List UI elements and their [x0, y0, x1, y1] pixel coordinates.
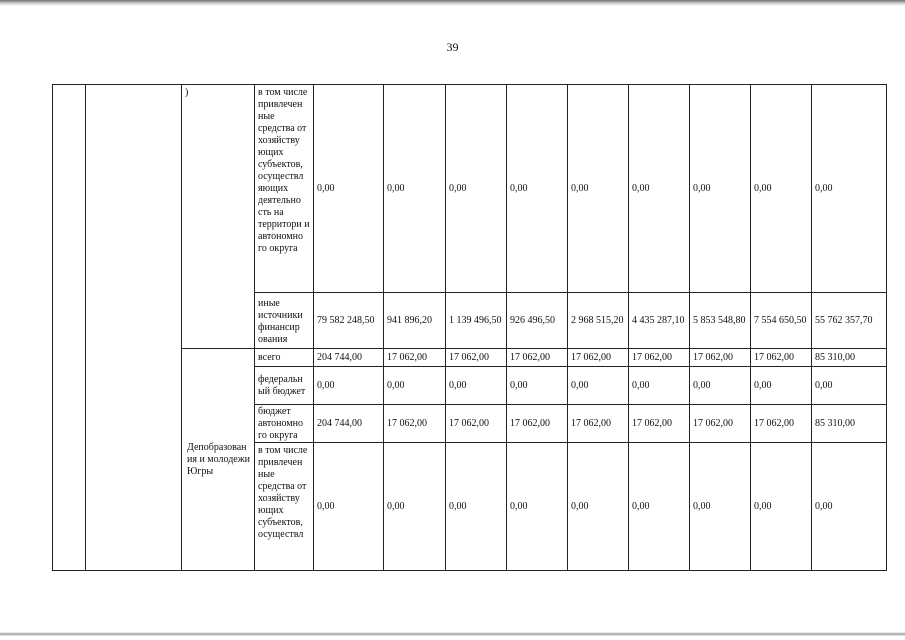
value-cell: 0,00	[314, 443, 384, 571]
value-cell: 0,00	[690, 85, 751, 293]
value-cell: 0,00	[507, 85, 568, 293]
value-cell: 17 062,00	[507, 349, 568, 367]
value-cell: 17 062,00	[384, 349, 446, 367]
funding-source-cell: федеральн ый бюджет	[255, 367, 314, 405]
value-cell: 0,00	[812, 85, 887, 293]
value-cell: 1 139 496,50	[446, 293, 507, 349]
value-cell: 0,00	[629, 85, 690, 293]
table-cell-empty	[86, 85, 182, 571]
value-cell: 0,00	[812, 443, 887, 571]
value-cell: 79 582 248,50	[314, 293, 384, 349]
value-cell: 0,00	[446, 85, 507, 293]
value-cell: 85 310,00	[812, 349, 887, 367]
value-cell: 55 762 357,70	[812, 293, 887, 349]
value-cell: 17 062,00	[690, 349, 751, 367]
funding-source-cell: бюджет автономно го округа	[255, 405, 314, 443]
value-cell: 0,00	[446, 367, 507, 405]
value-cell: 17 062,00	[568, 349, 629, 367]
value-cell: 0,00	[812, 367, 887, 405]
value-cell: 0,00	[751, 85, 812, 293]
value-cell: 0,00	[384, 443, 446, 571]
value-cell: 17 062,00	[751, 349, 812, 367]
value-cell: 0,00	[629, 443, 690, 571]
funding-source-cell: всего	[255, 349, 314, 367]
value-cell: 0,00	[568, 85, 629, 293]
scan-top-edge	[0, 0, 905, 6]
value-cell: 17 062,00	[690, 405, 751, 443]
funding-source-cell: иные источники финансир ования	[255, 293, 314, 349]
value-cell: 0,00	[751, 443, 812, 571]
value-cell: 0,00	[690, 367, 751, 405]
value-cell: 17 062,00	[568, 405, 629, 443]
value-cell: 0,00	[629, 367, 690, 405]
value-cell: 0,00	[507, 367, 568, 405]
value-cell: 0,00	[314, 85, 384, 293]
page-number: 39	[446, 40, 459, 54]
value-cell: 0,00	[568, 367, 629, 405]
table-cell-empty	[53, 85, 86, 571]
value-cell: 17 062,00	[629, 349, 690, 367]
continued-marker: )	[182, 85, 255, 349]
value-cell: 17 062,00	[446, 349, 507, 367]
value-cell: 204 744,00	[314, 349, 384, 367]
funding-source-cell: в том числе привлечен ные средства от хозяйству ющих субъектов, осуществл	[255, 443, 314, 571]
value-cell: 941 896,20	[384, 293, 446, 349]
value-cell: 0,00	[568, 443, 629, 571]
budget-table	[52, 84, 887, 571]
value-cell: 204 744,00	[314, 405, 384, 443]
value-cell: 7 554 650,50	[751, 293, 812, 349]
value-cell: 2 968 515,20	[568, 293, 629, 349]
value-cell: 4 435 287,10	[629, 293, 690, 349]
value-cell: 0,00	[751, 367, 812, 405]
value-cell: 17 062,00	[384, 405, 446, 443]
value-cell: 17 062,00	[629, 405, 690, 443]
value-cell: 5 853 548,80	[690, 293, 751, 349]
scan-bottom-edge	[0, 632, 905, 636]
value-cell: 17 062,00	[446, 405, 507, 443]
table-row	[53, 85, 887, 293]
value-cell: 0,00	[690, 443, 751, 571]
value-cell: 85 310,00	[812, 405, 887, 443]
funding-source-cell: в том числе привлечен ные средства от хозяйству ющих субъектов, осуществл яющих деятельно сть на территори и автономно го округа	[255, 85, 314, 293]
value-cell: 0,00	[384, 85, 446, 293]
value-cell: 0,00	[507, 443, 568, 571]
value-cell: 17 062,00	[751, 405, 812, 443]
value-cell: 0,00	[384, 367, 446, 405]
value-cell: 926 496,50	[507, 293, 568, 349]
value-cell: 0,00	[446, 443, 507, 571]
value-cell: 17 062,00	[507, 405, 568, 443]
executor-cell: Депобразован ия и молодежи Югры	[182, 349, 255, 571]
value-cell: 0,00	[314, 367, 384, 405]
